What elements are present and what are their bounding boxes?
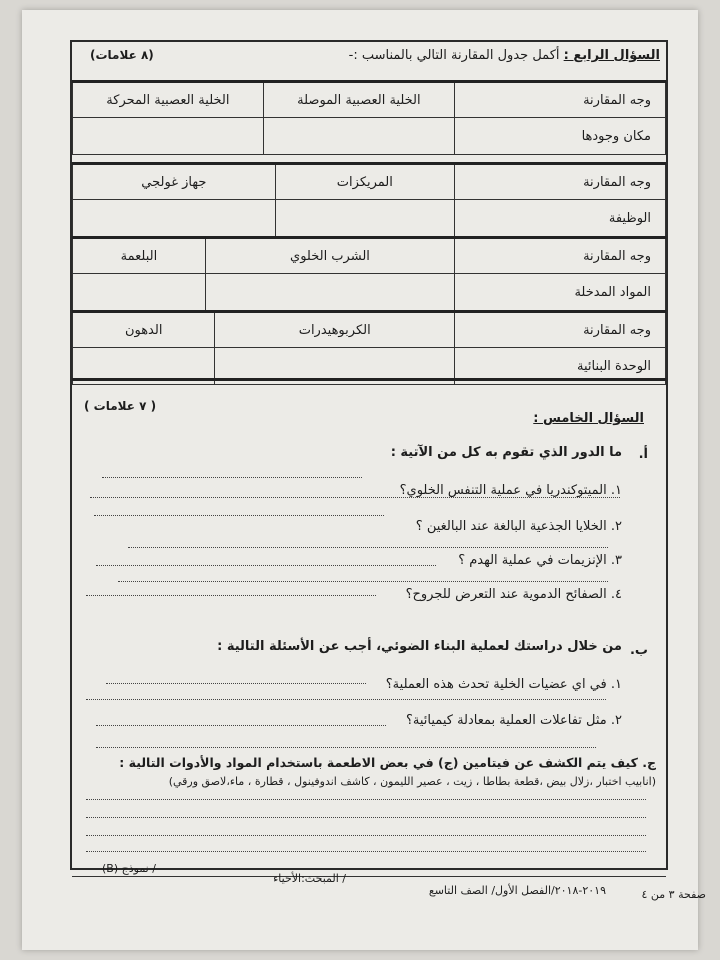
row-label: المواد المدخلة [455,274,666,311]
column-2-header: البلعمة [73,238,206,274]
column-2-header: الدهون [73,312,215,348]
aspect-header: وجه المقارنة [455,82,666,118]
part-b-item-2: ٢. مثل تفاعلات العملية بمعادلة كيميائية؟ [406,713,622,728]
part-b-item-1: ١. في اي عضيات الخلية تحدث هذه العملية؟ [385,677,622,692]
aspect-header: وجه المقارنة [455,312,666,348]
row-label: مكان وجودها [455,118,666,155]
row-label: الوحدة البنائية [455,348,666,385]
answer-line[interactable] [86,817,646,818]
question-5-title: السؤال الخامس : [533,411,644,426]
page-footer [72,862,706,936]
column-1-header: الشرب الخلوي [205,238,454,274]
page-number: صفحة ٣ من ٤ [641,888,706,901]
row-label: الوظيفة [455,200,666,237]
part-a-item-3: ٣. الإنزيمات في عملية الهدم ؟ [458,553,622,568]
part-a-item-2: ٢. الخلايا الجذعية البالغة عند البالغين ؟ [415,519,622,534]
part-a-label: أ. [638,447,648,462]
column-1-header: الخلية العصبية الموصلة [263,82,454,118]
part-a-prompt: ما الدور الذي تقوم به كل من الآتية : [390,445,622,460]
answer-line[interactable] [96,565,436,566]
question-4-label: السؤال الرابع : [563,48,660,63]
answer-line[interactable] [86,851,646,852]
part-c-materials: (انابيب اختبار ،زلال بيض ،قطعة بطاطا ، زيت ، عصير الليمون ، كاشف اندوفينول ، قطارة ، ماء،لاصق ورقي) [168,775,656,788]
part-c-label: ج. [642,755,656,770]
comparison-table-3 [72,236,666,311]
column-2-header: جهاز غولجي [73,164,276,200]
question-4-marks: (٨ علامات) [90,48,154,62]
question-4-header [72,42,666,70]
part-a-item-1: ١. الميتوكندريا في عملية التنفس الخلوي؟ [399,483,622,498]
aspect-header: وجه المقارنة [455,164,666,200]
footer-divider [72,876,666,877]
question-4-title [349,48,660,63]
part-c-prompt-line [119,755,656,770]
column-1-header: الكربوهيدرات [215,312,455,348]
answer-line[interactable] [96,725,386,726]
question-5-marks: ( ٧ علامات ) [84,399,157,413]
column-2-header: الخلية العصبية المحركة [73,82,264,118]
comparison-table-2 [72,162,666,237]
comparison-table-4 [72,310,666,385]
answer-line[interactable] [118,581,608,582]
answer-cell[interactable] [73,118,264,155]
answer-line[interactable] [106,683,366,684]
answer-cell[interactable] [73,274,206,311]
part-b-prompt: من خلال دراستك لعملية البناء الضوئي، أجب عن الأسئلة التالية : [217,639,622,654]
answer-line[interactable] [86,595,376,596]
answer-line[interactable] [90,497,620,498]
answer-cell[interactable] [263,118,454,155]
part-c-prompt: كيف يتم الكشف عن فيتامين (ج) في بعض الاطعمة باستخدام المواد والأدوات التالية : [119,755,638,770]
answer-line[interactable] [86,835,646,836]
question-5 [72,378,666,871]
answer-cell[interactable] [205,274,454,311]
answer-line[interactable] [128,547,608,548]
answer-line[interactable] [96,747,596,748]
answer-cell[interactable] [73,200,276,237]
answer-line[interactable] [102,477,362,478]
aspect-header: وجه المقارنة [455,238,666,274]
comparison-table-1 [72,80,666,155]
model-info: / نموذج (B) [102,862,156,875]
answer-line[interactable] [94,515,384,516]
answer-line[interactable] [86,799,646,800]
part-a-item-4: ٤. الصفائح الدموية عند التعرض للجروح؟ [405,587,622,602]
answer-line[interactable] [86,699,606,700]
answer-cell[interactable] [275,200,454,237]
question-4-instruction: أكمل جدول المقارنة التالي بالمناسب :- [348,48,560,63]
course-info: ٢٠١٩-٢٠١٨/الفصل الأول/ الصف التاسع [428,884,606,897]
subject-info: / المبحث:الأحياء [273,872,346,885]
part-b-label: ب. [629,643,648,658]
column-1-header: المريكزات [275,164,454,200]
